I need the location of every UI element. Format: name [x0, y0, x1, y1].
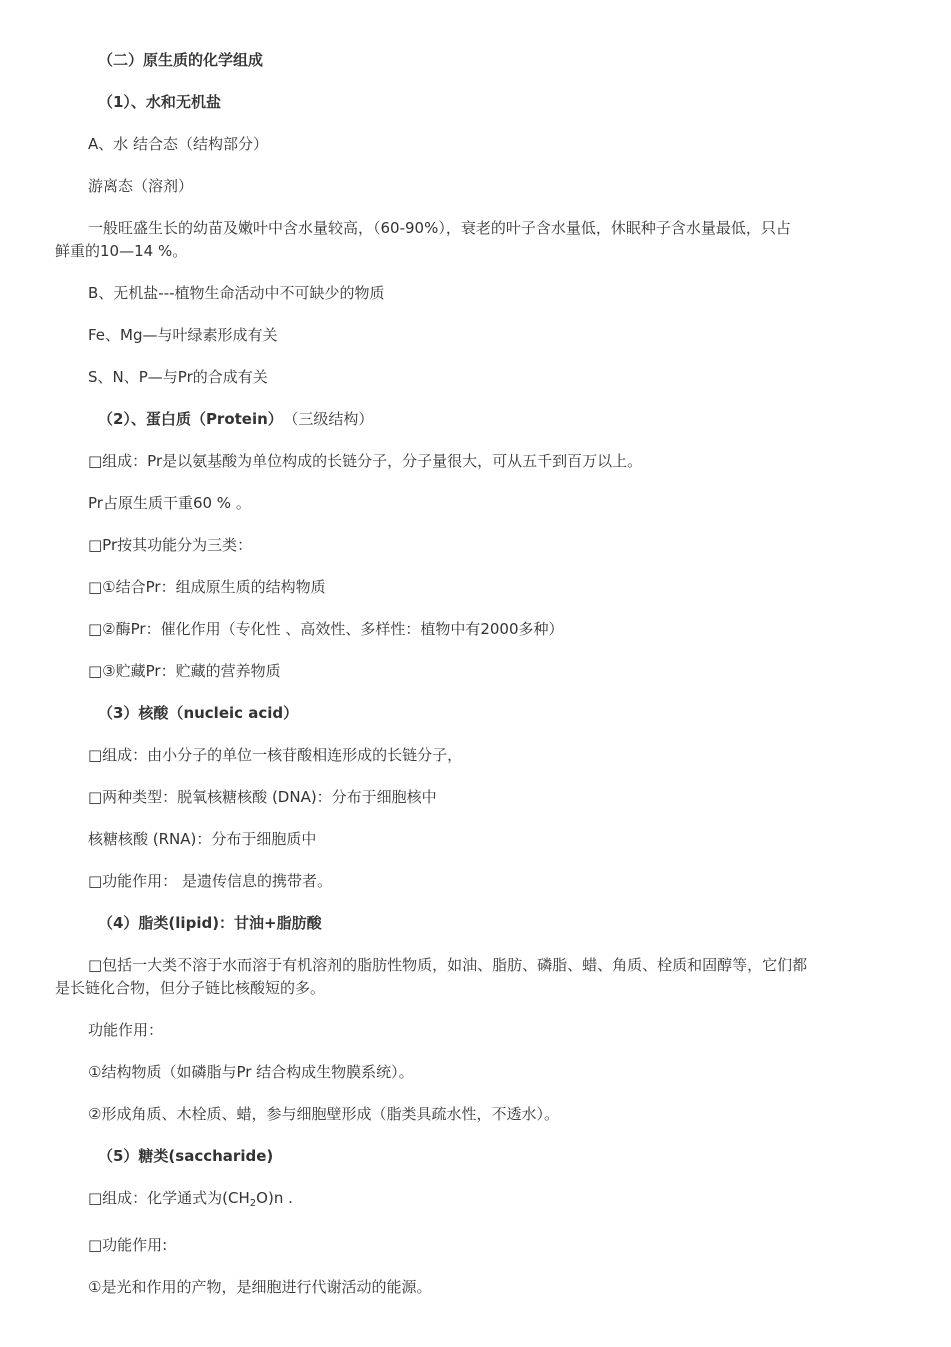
list-item-protein-structural: □①结合Pr：组成原生质的结构物质	[88, 578, 326, 596]
subsection-title-lipid: （4）脂类(lipid)：甘油+脂肪酸	[98, 914, 322, 932]
paragraph-water-content-line-2: 鲜重的10—14 %。	[55, 242, 188, 260]
paragraph-sugar-composition	[88, 1189, 293, 1207]
paragraph-s-n-p: S、N、P—与Pr的合成有关	[88, 368, 268, 386]
list-item-protein-storage: □③贮藏Pr：贮藏的营养物质	[88, 662, 281, 680]
paragraph-water-content-line-1: 一般旺盛生长的幼苗及嫩叶中含水量较高，（60-90%），衰老的叶子含水量低，休眠种子含水量最低，只占	[88, 219, 791, 237]
paragraph-lipid-line-1: □包括一大类不溶于水而溶于有机溶剂的脂肪性物质，如油、脂肪、磷脂、蜡、角质、栓质和固醇等，它们都	[88, 956, 808, 974]
paragraph-nucleic-function: □功能作用： 是遗传信息的携带者。	[88, 872, 332, 890]
paragraph-nucleic-composition: □组成：由小分子的单位一核苷酸相连形成的长链分子，	[88, 746, 463, 764]
paragraph-fe-mg: Fe、Mg—与叶绿素形成有关	[88, 326, 278, 344]
paragraph-protein-classes: □Pr按其功能分为三类：	[88, 536, 253, 554]
list-item-protein-enzyme: □②酶Pr：催化作用（专化性 、高效性、多样性：植物中有2000多种）	[88, 620, 564, 638]
paragraph-rna: 核糖核酸 (RNA)：分布于细胞质中	[88, 830, 317, 848]
sugar-formula-subscript: 2	[249, 1198, 257, 1209]
paragraph-inorganic-salts: B、无机盐---植物生命活动中不可缺少的物质	[88, 284, 385, 302]
paragraph-water-bound: A、水 结合态（结构部分）	[88, 135, 269, 153]
list-item-sugar-energy: ①是光和作用的产物，是细胞进行代谢活动的能源。	[88, 1278, 432, 1296]
subsection-title-water-salts: （1）、水和无机盐	[98, 93, 221, 111]
section-heading: （二）原生质的化学组成	[98, 51, 264, 69]
paragraph-lipid-function: 功能作用：	[88, 1021, 164, 1039]
protein-title-note: （三级结构）	[290, 410, 374, 428]
sugar-formula-prefix: □组成：化学通式为(CH	[88, 1189, 250, 1207]
paragraph-lipid-line-2: 是长链化合物，但分子链比核酸短的多。	[55, 979, 326, 997]
subsection-title-saccharide: （5）糖类(saccharide)	[98, 1147, 274, 1165]
paragraph-water-free: 游离态（溶剂）	[88, 177, 194, 195]
protein-title: （2）、蛋白质（Protein）	[98, 410, 283, 428]
subsection-title-nucleic-acid: （3）核酸（nucleic acid）	[98, 704, 299, 722]
paragraph-protein-composition: □组成：Pr是以氨基酸为单位构成的长链分子，分子量很大，可从五千到百万以上。	[88, 452, 643, 470]
subsection-title-protein	[98, 410, 373, 428]
paragraph-sugar-function: □功能作用:	[88, 1236, 168, 1254]
list-item-lipid-cuticle: ②形成角质、木栓质、蜡，参与细胞壁形成（脂类具疏水性，不透水）。	[88, 1105, 559, 1123]
paragraph-dna: □两种类型：脱氧核糖核酸 (DNA)：分布于细胞核中	[88, 788, 437, 806]
paragraph-protein-weight: Pr占原生质干重60 % 。	[88, 494, 251, 512]
sugar-formula-suffix: O)n .	[256, 1189, 293, 1207]
list-item-lipid-structural: ①结构物质（如磷脂与Pr 结合构成生物膜系统）。	[88, 1063, 414, 1081]
